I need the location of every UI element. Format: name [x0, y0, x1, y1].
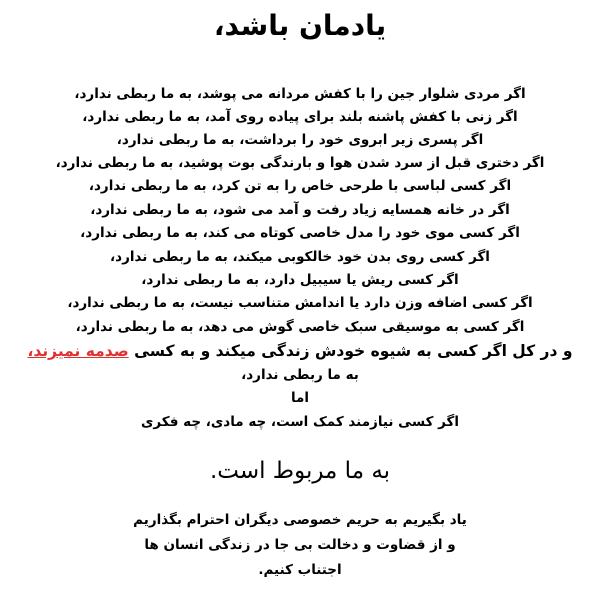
footer-line-3: اجتناب کنیم.: [258, 562, 342, 578]
highlight-line: [10, 340, 590, 362]
text-line-13: اما: [290, 390, 310, 406]
text-line-9: اگر کسی ریش یا سیبیل دارد، به ما ربطی ندارد،: [141, 272, 459, 288]
conclusion-line: به ما مربوط است.: [209, 458, 391, 484]
text-line-14: اگر کسی نیازمند کمک است، چه مادی، چه فکری: [140, 414, 459, 430]
footer-line-1: یاد بگیریم به حریم خصوصی دیگران احترام بگذاریم: [133, 512, 467, 528]
highlight-line-text: و در کل اگر کسی به شیوه خودش زندگی میکند و به کسی: [128, 342, 573, 360]
highlight-accent-text: صدمه نمیزند،: [27, 342, 129, 360]
text-line-11: اگر کسی به موسیقی سبک خاصی گوش می دهد، به ما ربطی ندارد،: [75, 319, 525, 335]
text-line-4: اگر دختری قبل از سرد شدن هوا و بارندگی بوت پوشید، به ما ربطی ندارد،: [55, 155, 545, 171]
text-line-3: اگر پسری زیر ابروی خود را برداشت، به ما ربطی ندارد،: [116, 132, 484, 148]
document-title: یادمان باشد،: [213, 9, 387, 42]
text-line-5: اگر کسی لباسی با طرحی خاص را به تن کرد، به ما ربطی ندارد،: [88, 178, 512, 194]
text-line-12: به ما ربطی ندارد،: [241, 367, 359, 383]
text-line-1: اگر مردی شلوار جین را با کفش مردانه می پوشد، به ما ربطی ندارد،: [74, 86, 526, 102]
footer-line-2: و از قضاوت و دخالت بی جا در زندگی انسان ها: [144, 537, 456, 553]
text-line-2: اگر زنی با کفش پاشنه بلند برای پیاده روی آمد، به ما ربطی ندارد،: [82, 109, 518, 125]
text-line-8: اگر کسی روی بدن خود خالکوبی میکند، به ما ربطی ندارد،: [110, 249, 490, 265]
text-line-10: اگر کسی اضافه وزن دارد یا اندامش متناسب نیست، به ما ربطی ندارد،: [67, 295, 533, 311]
text-line-6: اگر در خانه همسایه زیاد رفت و آمد می شود، به ما ربطی ندارد،: [90, 202, 510, 218]
text-line-7: اگر کسی موی خود را مدل خاصی کوتاه می کند، به ما ربطی ندارد،: [80, 225, 520, 241]
